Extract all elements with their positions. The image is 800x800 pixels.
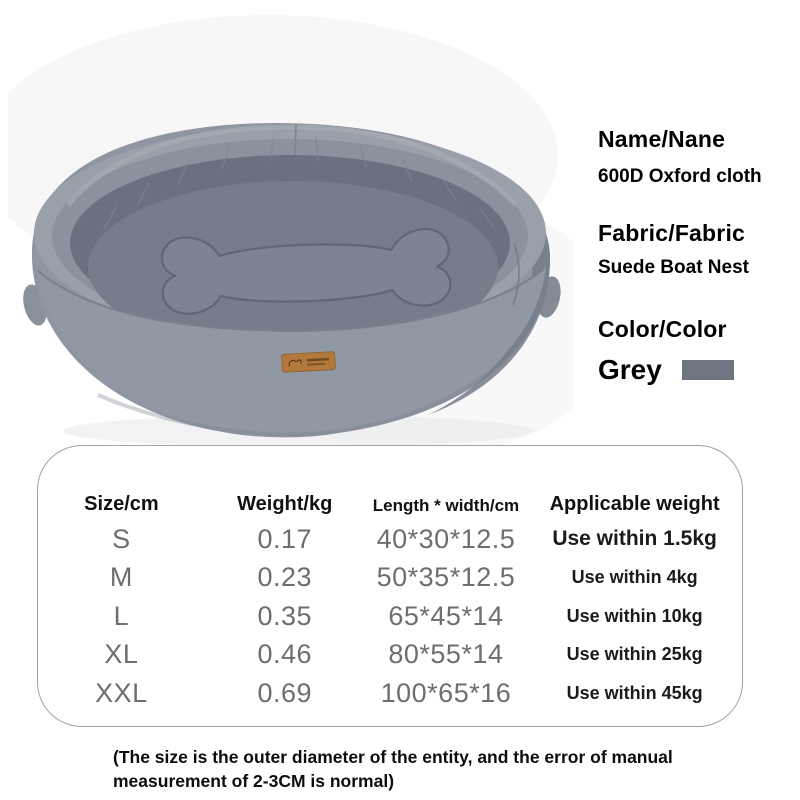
dimensions-cell: 80*55*14 xyxy=(388,639,504,670)
table-row xyxy=(38,559,742,598)
size-cell: L xyxy=(113,600,130,631)
header-weight: Weight/kg xyxy=(237,493,333,515)
product-photo xyxy=(8,5,573,460)
spec-color-value: Grey xyxy=(598,354,662,385)
table-row xyxy=(38,636,742,675)
weight-cell: 0.35 xyxy=(257,600,313,631)
table-header-row xyxy=(38,446,742,520)
dimensions-cell: 65*45*14 xyxy=(388,600,504,631)
back-center-seam xyxy=(295,125,296,155)
color-swatch xyxy=(682,360,734,380)
size-cell: M xyxy=(109,562,133,593)
applicable-cell: Use within 1.5kg xyxy=(552,527,717,551)
header-size: Size/cm xyxy=(84,493,159,515)
size-cell: XXL xyxy=(95,677,148,708)
size-footnote: (The size is the outer diameter of the entity, and the error of manual measurement of 2-3CM is normal) xyxy=(113,747,673,791)
weight-cell: 0.17 xyxy=(257,523,313,554)
brand-label-tag xyxy=(282,352,336,373)
applicable-cell: Use within 25kg xyxy=(566,644,703,665)
spec-color-label: Color/Color xyxy=(598,316,727,342)
size-cell: S xyxy=(112,523,131,554)
color-row xyxy=(598,354,734,386)
spec-name-value: 600D Oxford cloth xyxy=(598,166,762,187)
table-row xyxy=(38,674,742,713)
dimensions-cell: 40*30*12.5 xyxy=(376,523,516,554)
weight-cell: 0.69 xyxy=(257,677,313,708)
spec-fabric-value: Suede Boat Nest xyxy=(598,257,749,278)
table-row xyxy=(38,597,742,636)
spec-name-label: Name/Nane xyxy=(598,126,726,152)
size-chart-table xyxy=(37,445,743,727)
spec-fabric-label: Fabric/Fabric xyxy=(598,220,746,246)
weight-cell: 0.23 xyxy=(257,562,313,593)
applicable-cell: Use within 10kg xyxy=(566,605,703,626)
pet-bed-image xyxy=(8,5,573,460)
dimensions-cell: 50*35*12.5 xyxy=(376,562,516,593)
header-applicable: Applicable weight xyxy=(549,493,720,515)
weight-cell: 0.46 xyxy=(257,639,313,670)
table-row xyxy=(38,520,742,559)
size-cell: XL xyxy=(104,639,139,670)
applicable-cell: Use within 45kg xyxy=(566,682,703,703)
header-dimensions: Length * width/cm xyxy=(372,496,520,515)
dimensions-cell: 100*65*16 xyxy=(380,677,512,708)
applicable-cell: Use within 4kg xyxy=(571,567,698,588)
